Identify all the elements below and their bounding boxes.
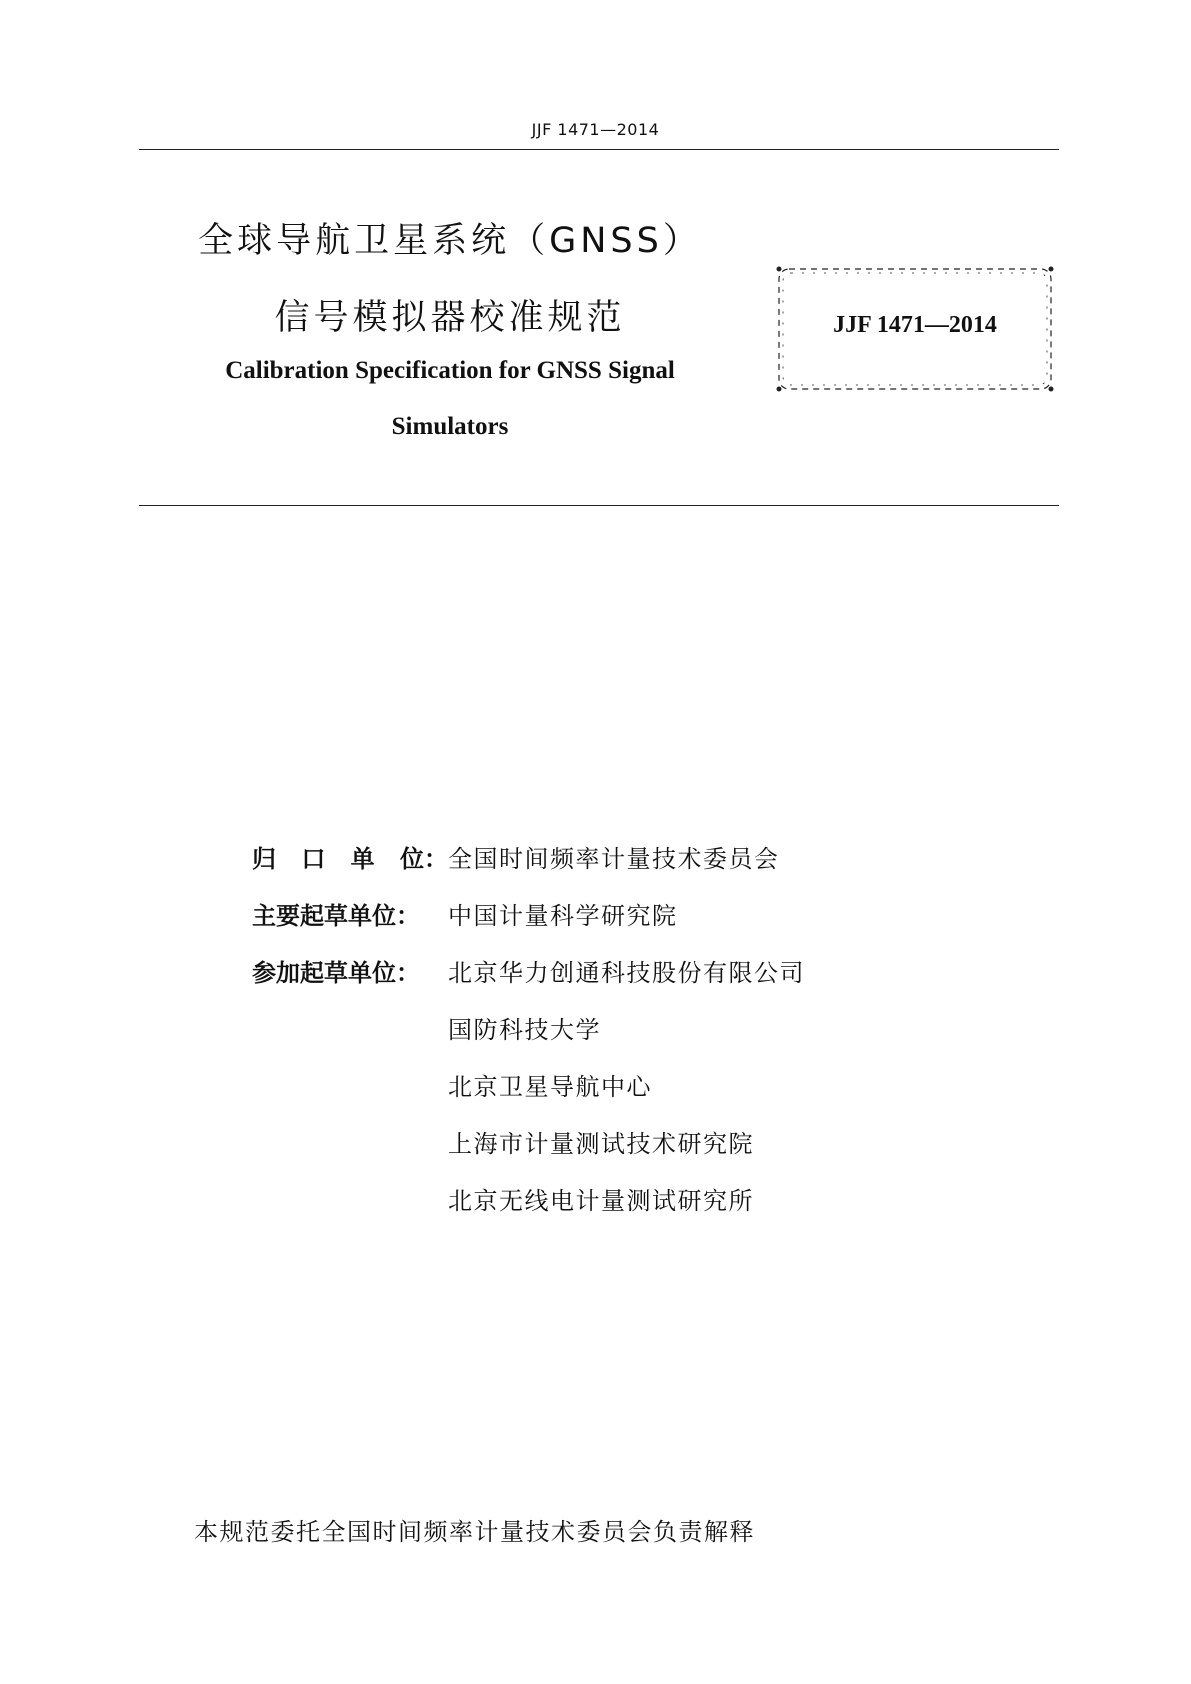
participating-org: 北京华力创通科技股份有限公司 — [448, 959, 805, 987]
running-header-code: JJF 1471—2014 — [531, 120, 660, 139]
drafting-organizations — [252, 828, 805, 1227]
interpretation-note: 本规范委托全国时间频率计量技术委员会负责解释 — [194, 1518, 755, 1546]
participating-org: 北京无线电计量测试研究所 — [448, 1187, 754, 1215]
main-drafter-value: 中国计量科学研究院 — [448, 902, 678, 930]
title-cn-line1: 全球导航卫星系统（GNSS） — [198, 221, 702, 261]
label-text: 主要起草单位 — [252, 902, 396, 930]
label-text: 参加起草单位 — [252, 959, 396, 987]
org-row-participating-cont — [252, 1056, 805, 1113]
label-char: 口 — [301, 845, 326, 873]
org-row-participating-cont — [252, 1113, 805, 1170]
participating-label — [252, 953, 448, 988]
participating-org: 上海市计量测试技术研究院 — [448, 1130, 754, 1158]
org-row-main-drafter — [252, 885, 805, 942]
responsible-unit-label — [252, 839, 448, 874]
org-row-participating-cont — [252, 1170, 805, 1227]
label-char: 归 — [252, 845, 276, 873]
title-cn-line2: 信号模拟器校准规范 — [274, 298, 626, 338]
label-colon: ： — [396, 959, 420, 987]
org-row-responsible — [252, 828, 805, 885]
org-row-participating-cont — [252, 999, 805, 1056]
label-colon: ： — [396, 902, 420, 930]
title-bottom-rule — [139, 505, 1059, 506]
title-en-line1: Calibration Specification for GNSS Signal — [225, 357, 675, 384]
participating-org: 北京卫星导航中心 — [448, 1073, 652, 1101]
header-rule — [139, 149, 1059, 150]
responsible-unit-value: 全国时间频率计量技术委员会 — [448, 845, 780, 873]
standard-code-stamp — [776, 266, 1054, 392]
org-row-participating — [252, 942, 805, 999]
main-drafter-label — [252, 896, 448, 931]
label-char: 单 — [350, 845, 375, 873]
label-colon: ： — [424, 845, 448, 873]
title-en-line2: Simulators — [391, 413, 509, 440]
stamp-code-text: JJF 1471—2014 — [833, 312, 997, 338]
participating-org: 国防科技大学 — [448, 1016, 601, 1044]
label-char: 位 — [399, 845, 424, 873]
